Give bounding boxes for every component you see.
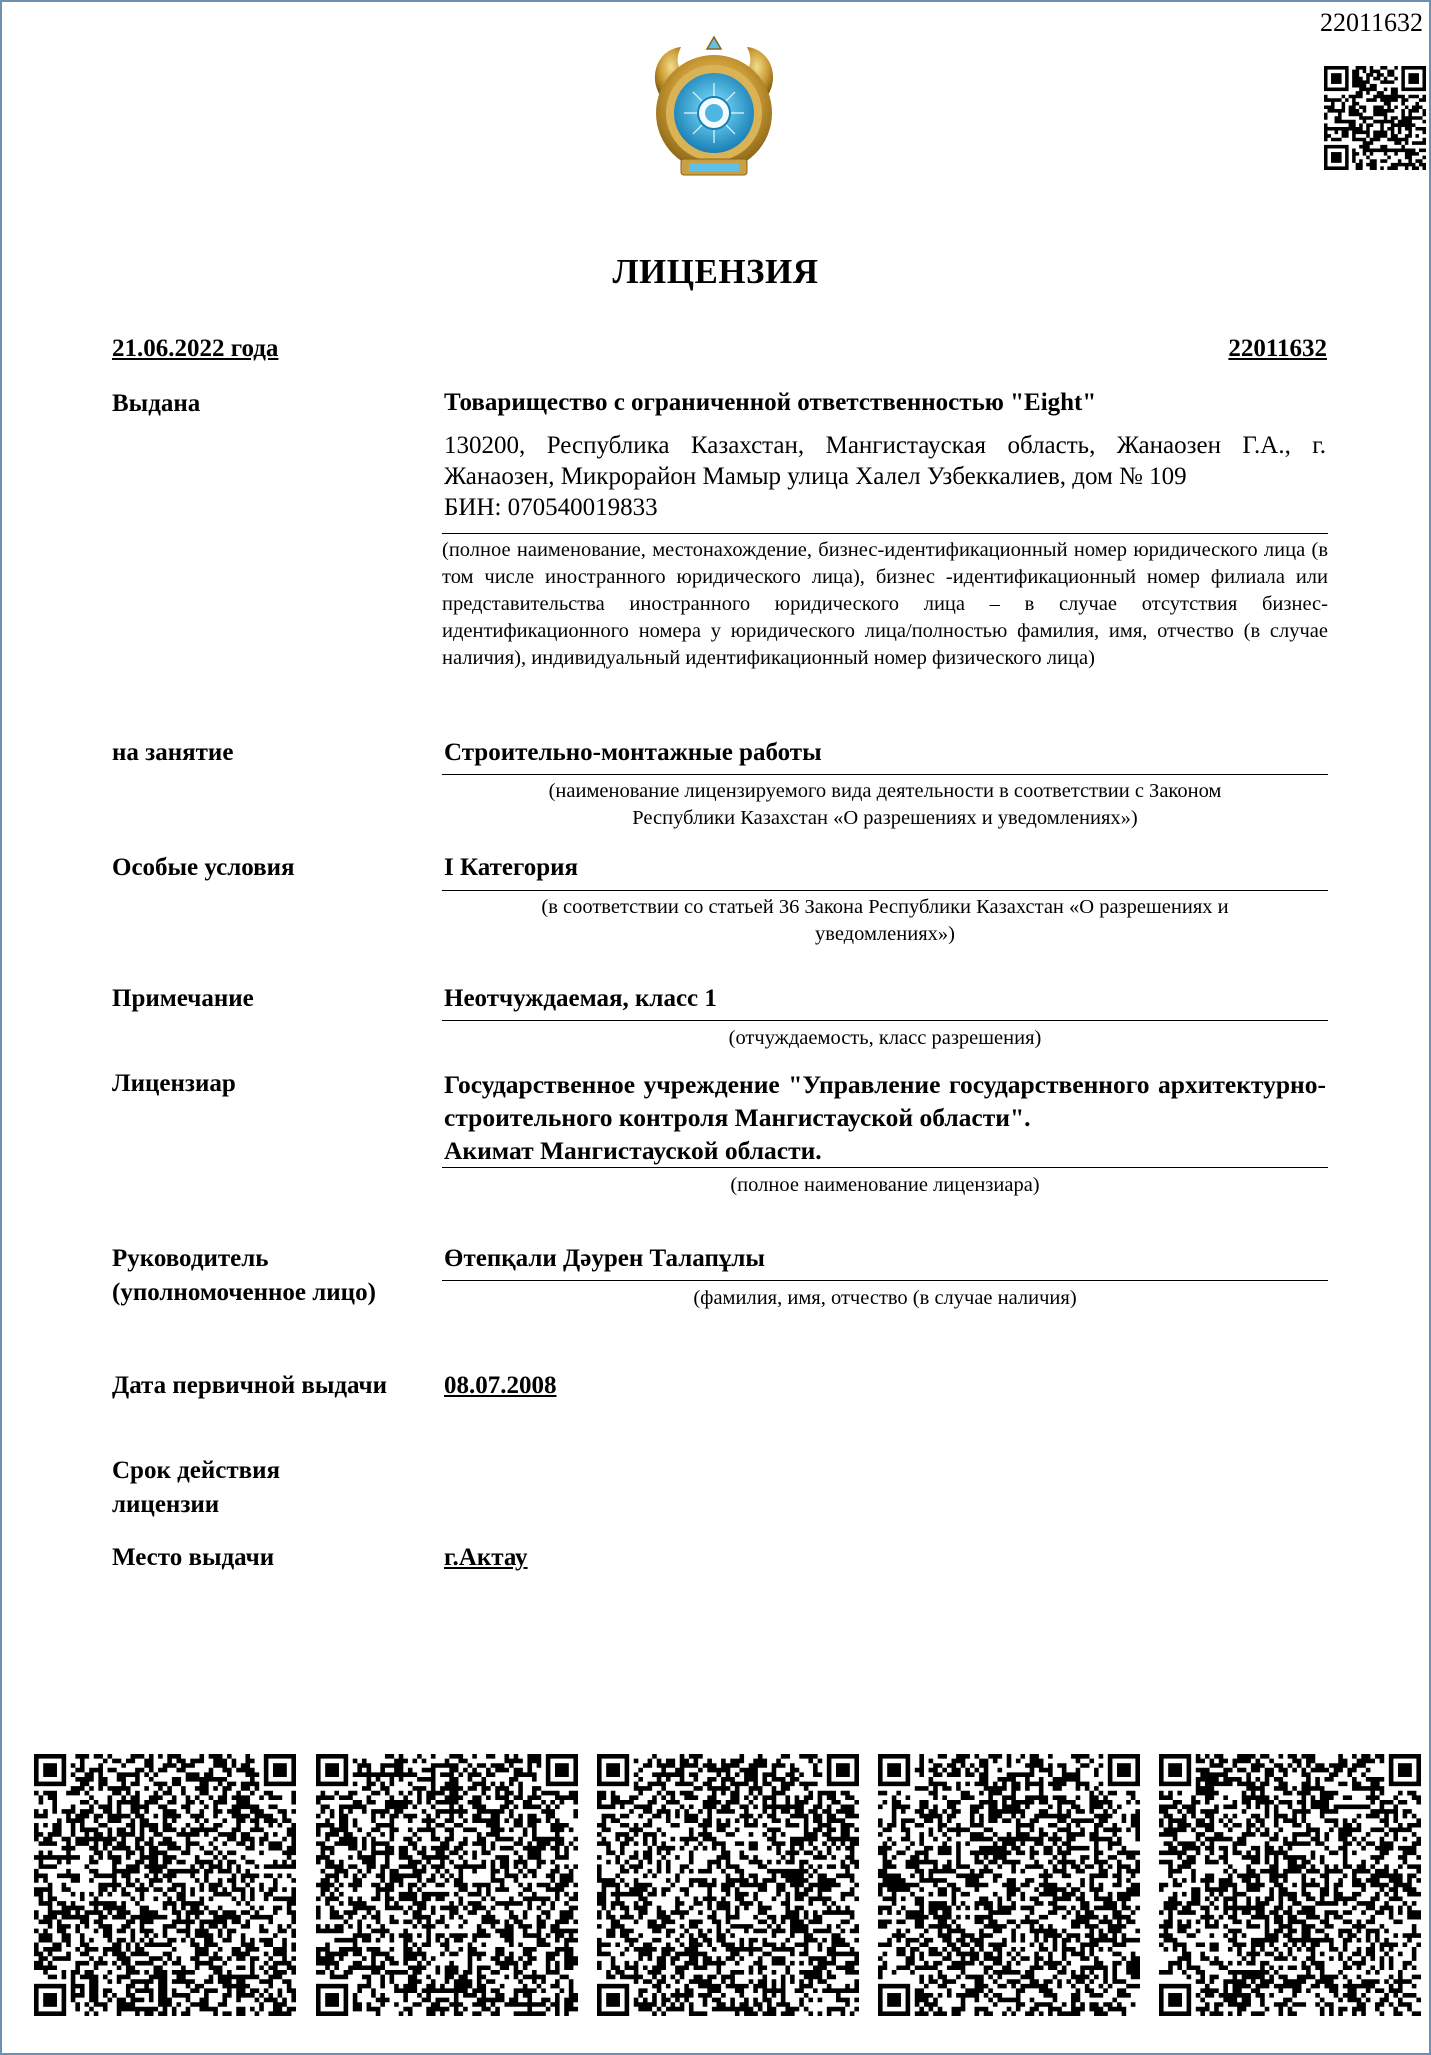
head-hint: (фамилия, имя, отчество (в случае наличия) [693,1287,1077,1309]
head-label: Руководитель [112,1245,269,1272]
doc-number: 22011632 [1319,8,1423,37]
qr-code-icon [316,1754,578,2016]
license-number: 22011632 [1228,335,1327,362]
activity-label: на занятие [112,739,234,766]
state-emblem-icon [637,35,791,189]
divider [442,1167,1328,1168]
divider [442,1020,1328,1021]
place-label: Место выдачи [112,1544,275,1571]
document-title: ЛИЦЕНЗИЯ [612,252,819,291]
qr-code-icon [878,1754,1140,2016]
place-value: г.Актау [444,1544,528,1571]
issued-to-name: Товарищество с ограниченной ответственностью "Eight" [444,389,1097,416]
divider [442,1280,1328,1281]
licensor-value-2: Акимат Мангистауской области. [444,1136,822,1165]
note-label: Примечание [112,985,254,1012]
qr-code-icon [1159,1754,1421,2016]
activity-value: Строительно-монтажные работы [444,739,822,766]
issued-to-address: 130200, Республика Казахстан, Мангистауская область, Жанаозен Г.А., г. Жанаозен, Микрорайон Мамыр улица Халел Узбеккалиев, дом № 109 [444,432,1326,490]
validity-label-2: лицензии [112,1491,220,1518]
licensor-label: Лицензиар [112,1070,236,1097]
head-label-2: (уполномоченное лицо) [112,1279,376,1306]
special-conditions-value: I Категория [444,854,579,881]
issued-to-label: Выдана [112,390,201,417]
first-issue-value: 08.07.2008 [444,1372,557,1399]
issue-date: 21.06.2022 года [112,335,279,362]
validity-label: Срок действия [112,1457,281,1484]
activity-hint: (наименование лицензируемого вида деятельности в соответствии с Законом Республики Казахстан «О разрешениях и уведомлениях») [548,780,1222,829]
qr-code-icon [34,1754,296,2016]
licensor-hint: (полное наименование лицензиара) [730,1174,1040,1196]
head-value: Өтепқали Дәурен Талапұлы [444,1245,765,1272]
special-conditions-label: Особые условия [112,854,295,881]
qr-code-icon [597,1754,859,2016]
first-issue-label: Дата первичной выдачи [112,1372,388,1399]
special-conditions-hint: (в соответствии со статьей 36 Закона Республики Казахстан «О разрешениях и уведомлениях») [541,896,1229,945]
divider [442,533,1328,534]
issued-to-hint: (полное наименование, местонахождение, бизнес-идентификационный номер юридического лица (в том числе иностранного юридического лица), бизнес -идентификационный номер филиала или представительства иностранного юридического лица – в случае отсутствия бизнес-идентификационного номера у юридического лица/полностью фамилия, имя, отчество (в случае наличия), индивидуальный идентификационный номер физического лица) [442,539,1328,669]
qr-code-icon [1324,66,1426,170]
licensor-value: Государственное учреждение "Управление государственного архитектурно-строительного контроля Мангистауской области". [444,1070,1326,1132]
note-hint: (отчуждаемость, класс разрешения) [728,1027,1042,1049]
issued-to-bin: БИН: 070540019833 [444,494,658,521]
divider [442,890,1328,891]
divider [442,774,1328,775]
note-value: Неотчуждаемая, класс 1 [444,985,717,1012]
